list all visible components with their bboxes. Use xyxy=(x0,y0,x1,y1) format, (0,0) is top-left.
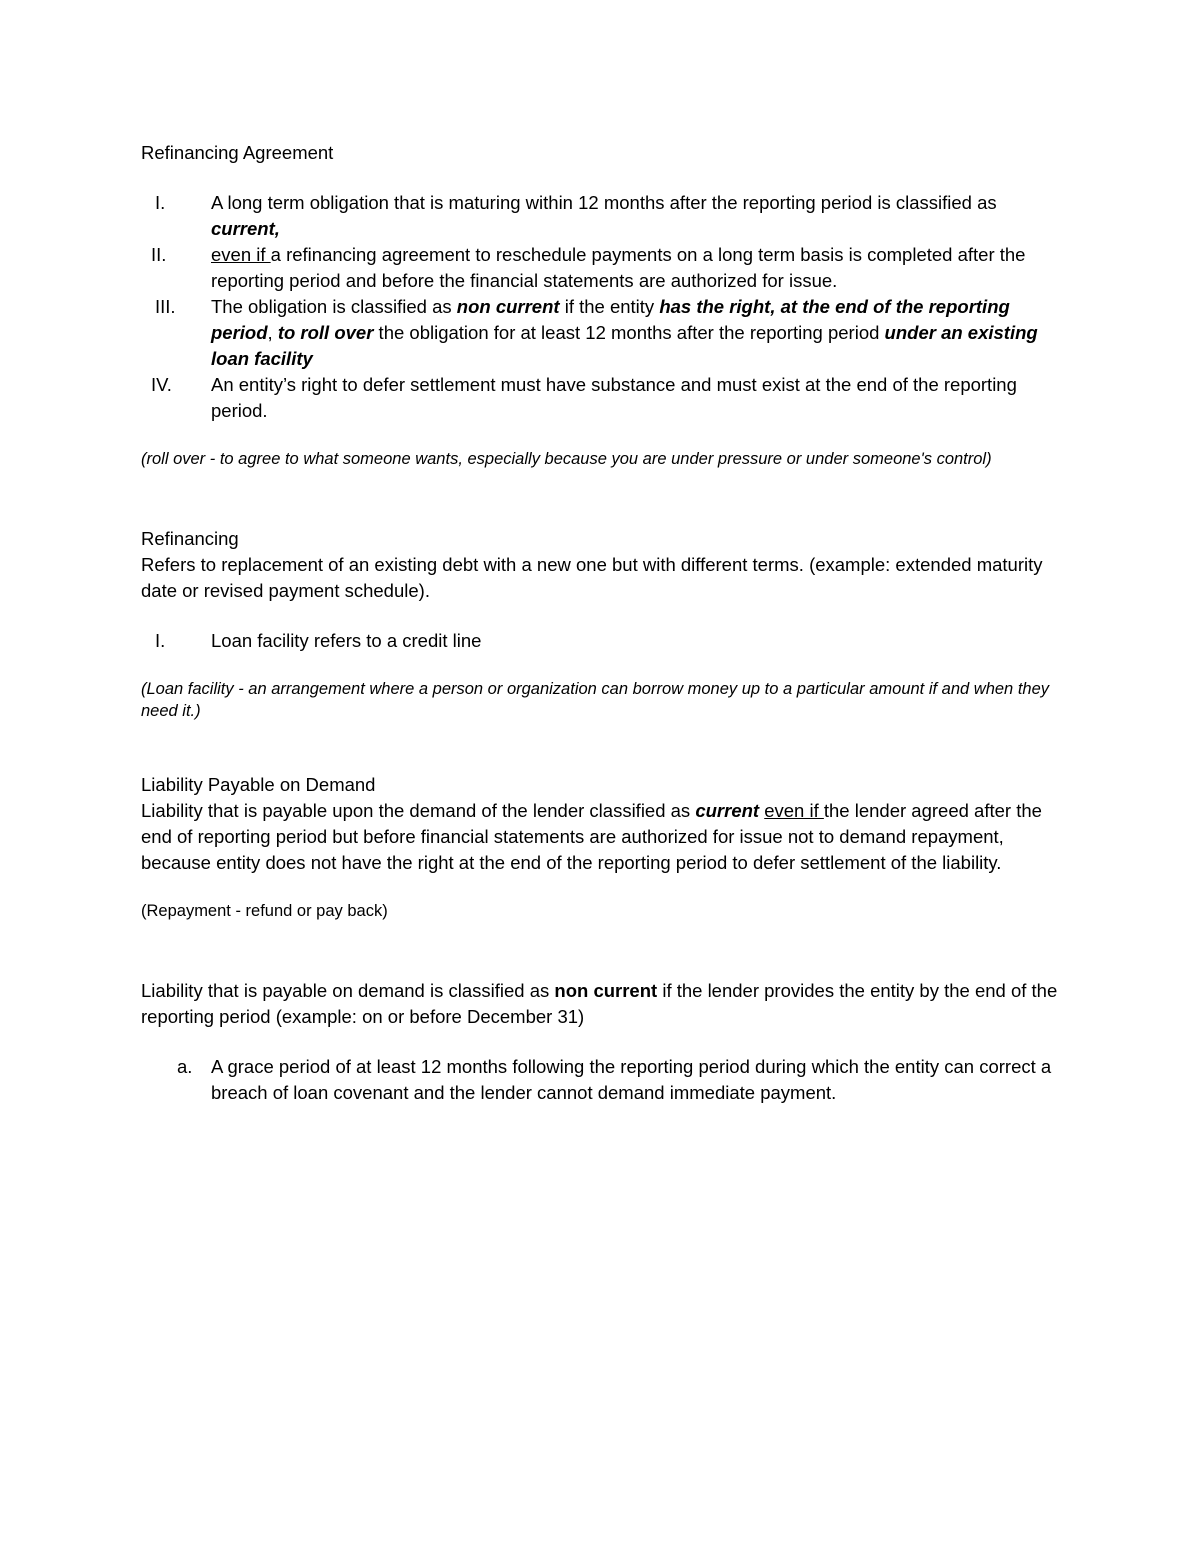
list-item-text xyxy=(211,190,1066,242)
text-run: Liability that is payable upon the demand of the lender classified as xyxy=(141,800,696,821)
list-marker: I. xyxy=(155,192,166,213)
list-item xyxy=(141,628,1066,654)
list-marker: I. xyxy=(155,630,166,651)
list-item xyxy=(141,242,1066,294)
emphasis-text: under an existing loan facility xyxy=(211,322,1038,369)
spacer xyxy=(141,876,1066,900)
list-item-text: An entity’s right to defer settlement must have substance and must exist at the end of the reporting period. xyxy=(211,374,1017,421)
list-item-text xyxy=(211,242,1066,294)
list-marker: III. xyxy=(155,296,176,317)
emphasis-text: to roll over xyxy=(277,322,374,343)
section-heading-liability-payable-on-demand: Liability Payable on Demand xyxy=(141,774,376,795)
definition-note: (Loan facility - an arrangement where a person or organization can borrow money up to a particular amount if and when they need it.) xyxy=(141,680,1050,720)
text-run: A long term obligation that is maturing within 12 months after the reporting period is classified as xyxy=(211,192,997,213)
section-body xyxy=(141,798,1066,876)
text-run: the obligation for at least 12 months after the reporting period xyxy=(373,322,885,343)
emphasis-text: current, xyxy=(211,218,280,239)
text-run: The obligation is classified as xyxy=(211,296,457,317)
section-heading-refinancing: Refinancing xyxy=(141,528,239,549)
bold-text: non current xyxy=(554,980,658,1001)
emphasis-text: has the right, at the end of the reporting period xyxy=(211,296,1010,343)
spacer xyxy=(141,424,1066,448)
emphasis-text: non current xyxy=(456,296,560,317)
spacer xyxy=(141,1030,1066,1054)
text-run: , xyxy=(267,322,278,343)
text-run: if the lender provides the entity by the end of the reporting period (example: on or before December 31) xyxy=(141,980,1058,1027)
list-item-text xyxy=(211,294,1066,372)
list-item xyxy=(141,372,1066,424)
spacer xyxy=(141,604,1066,628)
emphasis-text: current xyxy=(695,800,760,821)
list-item-text: Loan facility refers to a credit line xyxy=(211,630,482,651)
spacer xyxy=(141,470,1066,526)
spacer xyxy=(141,922,1066,978)
list-marker: IV. xyxy=(151,374,172,395)
spacer xyxy=(141,722,1066,772)
text-run: a refinancing agreement to reschedule payments on a long term basis is completed after the reporting period and before the financial statements are authorized for issue. xyxy=(211,244,1026,291)
spacer xyxy=(141,654,1066,678)
underlined-text: even if xyxy=(764,800,824,821)
list-item xyxy=(141,190,1066,242)
section-body xyxy=(141,978,1066,1030)
text-run: Liability that is payable on demand is classified as xyxy=(141,980,555,1001)
text-run: if the entity xyxy=(559,296,660,317)
definition-note: (roll over - to agree to what someone wants, especially because you are under pressure or under someone's control) xyxy=(141,450,992,468)
section-body: Refers to replacement of an existing debt with a new one but with different terms. (example: extended maturity date or revised payment schedule). xyxy=(141,554,1043,601)
text-run: the lender agreed after the end of reporting period but before financial statements are authorized for issue not to demand repayment, because entity does not have the right at the end of the reporting period to defer settlement of the liability. xyxy=(141,800,1042,873)
list-item-text: A grace period of at least 12 months following the reporting period during which the entity can correct a breach of loan covenant and the lender cannot demand immediate payment. xyxy=(211,1056,1052,1103)
list-marker: II. xyxy=(151,244,167,265)
list-marker: a. xyxy=(177,1056,193,1077)
list-item xyxy=(141,1054,1066,1106)
spacer xyxy=(141,166,1066,190)
section-heading-refinancing-agreement: Refinancing Agreement xyxy=(141,142,334,163)
underlined-text: even if xyxy=(211,244,271,265)
document-page xyxy=(141,140,1066,1106)
list-item xyxy=(141,294,1066,372)
definition-note: (Repayment - refund or pay back) xyxy=(141,902,388,920)
